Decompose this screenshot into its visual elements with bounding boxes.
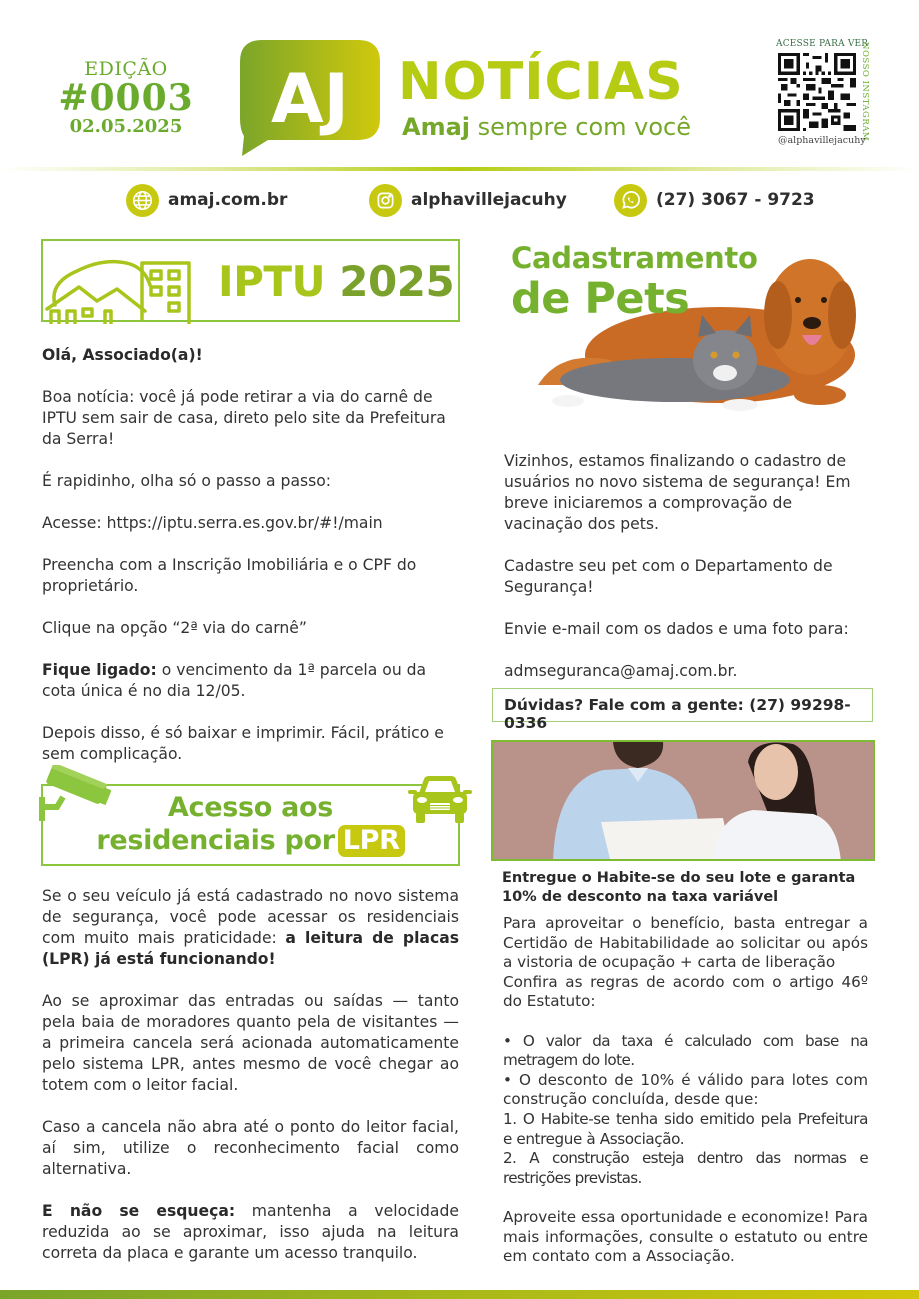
contact-instagram-label: alphavillejacuhy (411, 190, 567, 210)
header-divider (0, 167, 919, 171)
iptu-deadline-bold: Fique ligado: (42, 661, 157, 679)
pets-email-link[interactable]: admseguranca@amaj.com.br. (504, 662, 738, 680)
contact-website-label: amaj.com.br (168, 190, 288, 210)
iptu-paragraph: Preencha com a Inscrição Imobiliária e o CPF do proprietário. (42, 556, 417, 595)
instagram-icon (369, 184, 402, 217)
globe-icon (126, 184, 159, 217)
tagline-brand: Amaj (402, 113, 471, 141)
newsletter-title: NOTÍCIAS (398, 52, 684, 112)
contact-whatsapp-label: (27) 3067 - 9723 (656, 190, 815, 210)
pets-help-box: Dúvidas? Fale com a gente: (27) 99298-0336 (492, 688, 873, 722)
iptu-title-a: IPTU (218, 257, 326, 306)
iptu-paragraph: Clique na opção “2ª via do carnê” (42, 619, 307, 637)
qr-handle: @alphavillejacuhy (778, 135, 866, 146)
photo-illustration (493, 742, 875, 861)
security-camera-icon (37, 765, 111, 825)
iptu-greeting (42, 345, 462, 366)
iptu-deadline-rest: o vencimento da 1ª parcela ou da cota única é no dia 12/05. (42, 661, 427, 700)
lpr-paragraph: Caso a cancela não abra até o ponto do leitor facial, aí sim, utilize o reconhecimento facial como alternativa. (42, 1118, 459, 1178)
pets-paragraph: Envie e-mail com os dados e uma foto para: (504, 620, 849, 638)
houses-building-icon (45, 249, 195, 324)
habite-title: Entregue o Habite-se do seu lote e garanta 10% de desconto na taxa variável (502, 870, 856, 905)
lpr-paragraph: Ao se aproximar das entradas ou saídas — tanto pela baia de moradores quanto pela de visitantes — a primeira cancela será acionada automaticamente pelo sistema LPR, antes mesmo de você chegar ao totem com o leitor facial. (42, 992, 459, 1094)
habite-paragraph: Confira as regras de acordo com o artigo 46º do Estatuto: (503, 972, 868, 1011)
lpr-title-line2-text: residenciais por (96, 825, 335, 856)
lpr-p1-text: Se o seu veículo já está cadastrado no novo sistema de segurança, você pode acessar os residenciais com muito mais praticidade: (42, 887, 459, 947)
habite-list-item: 1. O Habite-se tenha sido emitido pela Prefeitura e entregue à Associação. (503, 1109, 868, 1148)
iptu-link-paragraph[interactable]: Acesse: https://iptu.serra.es.gov.br/#!/main (42, 514, 383, 532)
tagline-rest: sempre com você (470, 113, 691, 141)
car-icon (407, 773, 473, 825)
habite-bullet: • O valor da taxa é calculado com base na metragem do lote. (503, 1031, 868, 1070)
contact-website[interactable] (126, 183, 287, 217)
pets-title (511, 240, 758, 322)
contact-bar (0, 183, 919, 217)
iptu-title (218, 255, 454, 309)
edition-number: #0003 (58, 77, 194, 119)
newsletter-tagline (402, 112, 691, 142)
iptu-greeting-text: Olá, Associado(a)! (42, 346, 203, 364)
contact-whatsapp[interactable] (614, 183, 815, 217)
lpr-badge: LPR (338, 825, 405, 857)
edition-block (56, 58, 196, 138)
instagram-qr-code[interactable] (778, 53, 856, 131)
lpr-title-line2 (43, 824, 458, 857)
qr-caption-top: ACESSE PARA VER (776, 39, 869, 49)
lpr-p1-bold: a leitura de placas (LPR) já está funcionando! (42, 929, 460, 968)
habite-bullet: • O desconto de 10% é válido para lotes com construção concluída, desde que: (503, 1070, 868, 1109)
pets-body (504, 451, 874, 703)
edition-date: 02.05.2025 (69, 116, 183, 137)
edition-label: EDIÇÃO (84, 58, 168, 80)
lpr-paragraph (42, 886, 459, 970)
whatsapp-icon (614, 184, 647, 217)
pets-title-line2: de Pets (511, 274, 690, 324)
lpr-reminder-rest: mantenha a velocidade reduzida ao se aproximar, isso ajuda na leitura correta da placa e garante um acesso tranquilo. (42, 1202, 459, 1262)
pets-paragraph: Cadastre seu pet com o Departamento de Segurança! (504, 557, 833, 596)
habite-paragraph: Aproveite essa oportunidade e economize! Para mais informações, consulte o estatuto ou entre em contato com a Associação. (503, 1207, 868, 1266)
lpr-reminder-bold: E não se esqueça: (42, 1202, 236, 1220)
aj-logo-icon (240, 40, 380, 156)
pets-title-line1: Cadastramento (511, 241, 758, 275)
iptu-paragraph: Depois disso, é só baixar e imprimir. Fácil, prático e sem complicação. (42, 724, 444, 763)
contact-instagram[interactable] (369, 183, 567, 217)
habite-paragraph: Para aproveitar o benefício, basta entregar a Certidão de Habitabilidade ao solicitar ou após a vistoria de ocupação + carta de liberação (503, 914, 868, 972)
iptu-title-year: 2025 (325, 257, 455, 306)
lpr-reminder-paragraph (42, 1201, 459, 1264)
lpr-body (42, 886, 459, 1285)
couple-reading-document-photo (491, 740, 875, 861)
footer-bar (0, 1290, 919, 1299)
iptu-deadline-paragraph (42, 660, 462, 702)
iptu-paragraph: Boa notícia: você já pode retirar a via do carnê de IPTU sem sair de casa, direto pelo site da Prefeitura da Serra! (42, 388, 446, 448)
iptu-body (42, 345, 462, 786)
pets-paragraph: Vizinhos, estamos finalizando o cadastro de usuários no novo sistema de segurança! Em breve iniciaremos a comprovação de vacinação dos pets. (504, 452, 851, 533)
logo-letters: AJ (271, 60, 349, 139)
qr-caption-side: NOSSO INSTAGRAM (860, 42, 870, 142)
habite-list-item: 2. A construção esteja dentro das normas e restrições previstas. (503, 1149, 868, 1187)
habite-body (503, 914, 868, 1267)
lpr-title-line1: Acesso aos (167, 792, 334, 823)
iptu-banner (41, 239, 460, 322)
iptu-paragraph: É rapidinho, olha só o passo a passo: (42, 472, 332, 490)
